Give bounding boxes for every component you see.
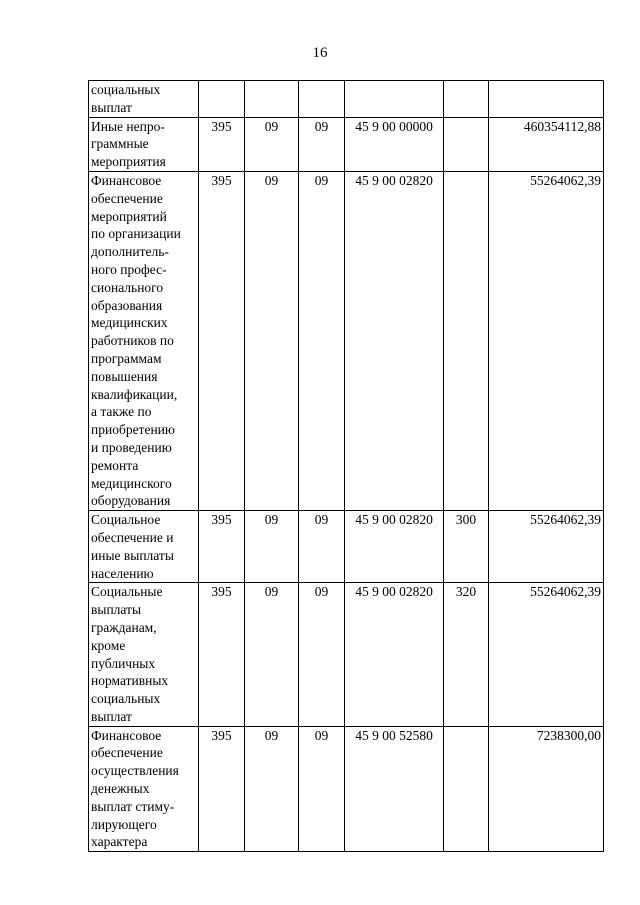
row-name: Иные непро- граммные мероприятия	[89, 117, 199, 171]
expense-type-code	[444, 726, 489, 852]
expense-type-code	[444, 171, 489, 510]
subsection-code: 09	[299, 171, 345, 510]
target-article-code: 45 9 00 52580	[345, 726, 444, 852]
subsection-code: 09	[299, 583, 345, 726]
subsection-code: 09	[299, 117, 345, 171]
ministry-code: 395	[199, 583, 245, 726]
ministry-code	[199, 81, 245, 118]
target-article-code	[345, 81, 444, 118]
ministry-code: 395	[199, 171, 245, 510]
target-article-code: 45 9 00 02820	[345, 511, 444, 583]
ministry-code: 395	[199, 511, 245, 583]
section-code: 09	[245, 726, 299, 852]
row-name: социальных выплат	[89, 81, 199, 118]
amount: 460354112,88	[489, 117, 604, 171]
table-row	[89, 81, 604, 118]
amount: 55264062,39	[489, 583, 604, 726]
target-article-code: 45 9 00 02820	[345, 171, 444, 510]
subsection-code: 09	[299, 726, 345, 852]
expense-type-code	[444, 117, 489, 171]
row-name: Социальное обеспечение и иные выплаты населению	[89, 511, 199, 583]
section-code: 09	[245, 583, 299, 726]
expense-type-code	[444, 81, 489, 118]
section-code: 09	[245, 511, 299, 583]
expense-type-code: 320	[444, 583, 489, 726]
target-article-code: 45 9 00 00000	[345, 117, 444, 171]
budget-table	[88, 80, 604, 852]
page-number: 16	[312, 45, 328, 61]
subsection-code	[299, 81, 345, 118]
ministry-code: 395	[199, 117, 245, 171]
target-article-code: 45 9 00 02820	[345, 583, 444, 726]
table-row	[89, 511, 604, 583]
amount: 55264062,39	[489, 511, 604, 583]
subsection-code: 09	[299, 511, 345, 583]
amount: 7238300,00	[489, 726, 604, 852]
expense-type-code: 300	[444, 511, 489, 583]
table-row	[89, 117, 604, 171]
table-row	[89, 583, 604, 726]
amount	[489, 81, 604, 118]
amount: 55264062,39	[489, 171, 604, 510]
section-code: 09	[245, 171, 299, 510]
table-row	[89, 171, 604, 510]
row-name: Финансовое обеспечение осуществления денежных выплат стиму- лирующего характера	[89, 726, 199, 852]
section-code	[245, 81, 299, 118]
row-name: Финансовое обеспечение мероприятий по организации дополнитель- ного профес- сионального образования медицинских работников по программам повышения квалификации, а также по приобретению и проведению ремонта медицинского оборудования	[89, 171, 199, 510]
row-name: Социальные выплаты гражданам, кроме публичных нормативных социальных выплат	[89, 583, 199, 726]
section-code: 09	[245, 117, 299, 171]
ministry-code: 395	[199, 726, 245, 852]
table-row	[89, 726, 604, 852]
